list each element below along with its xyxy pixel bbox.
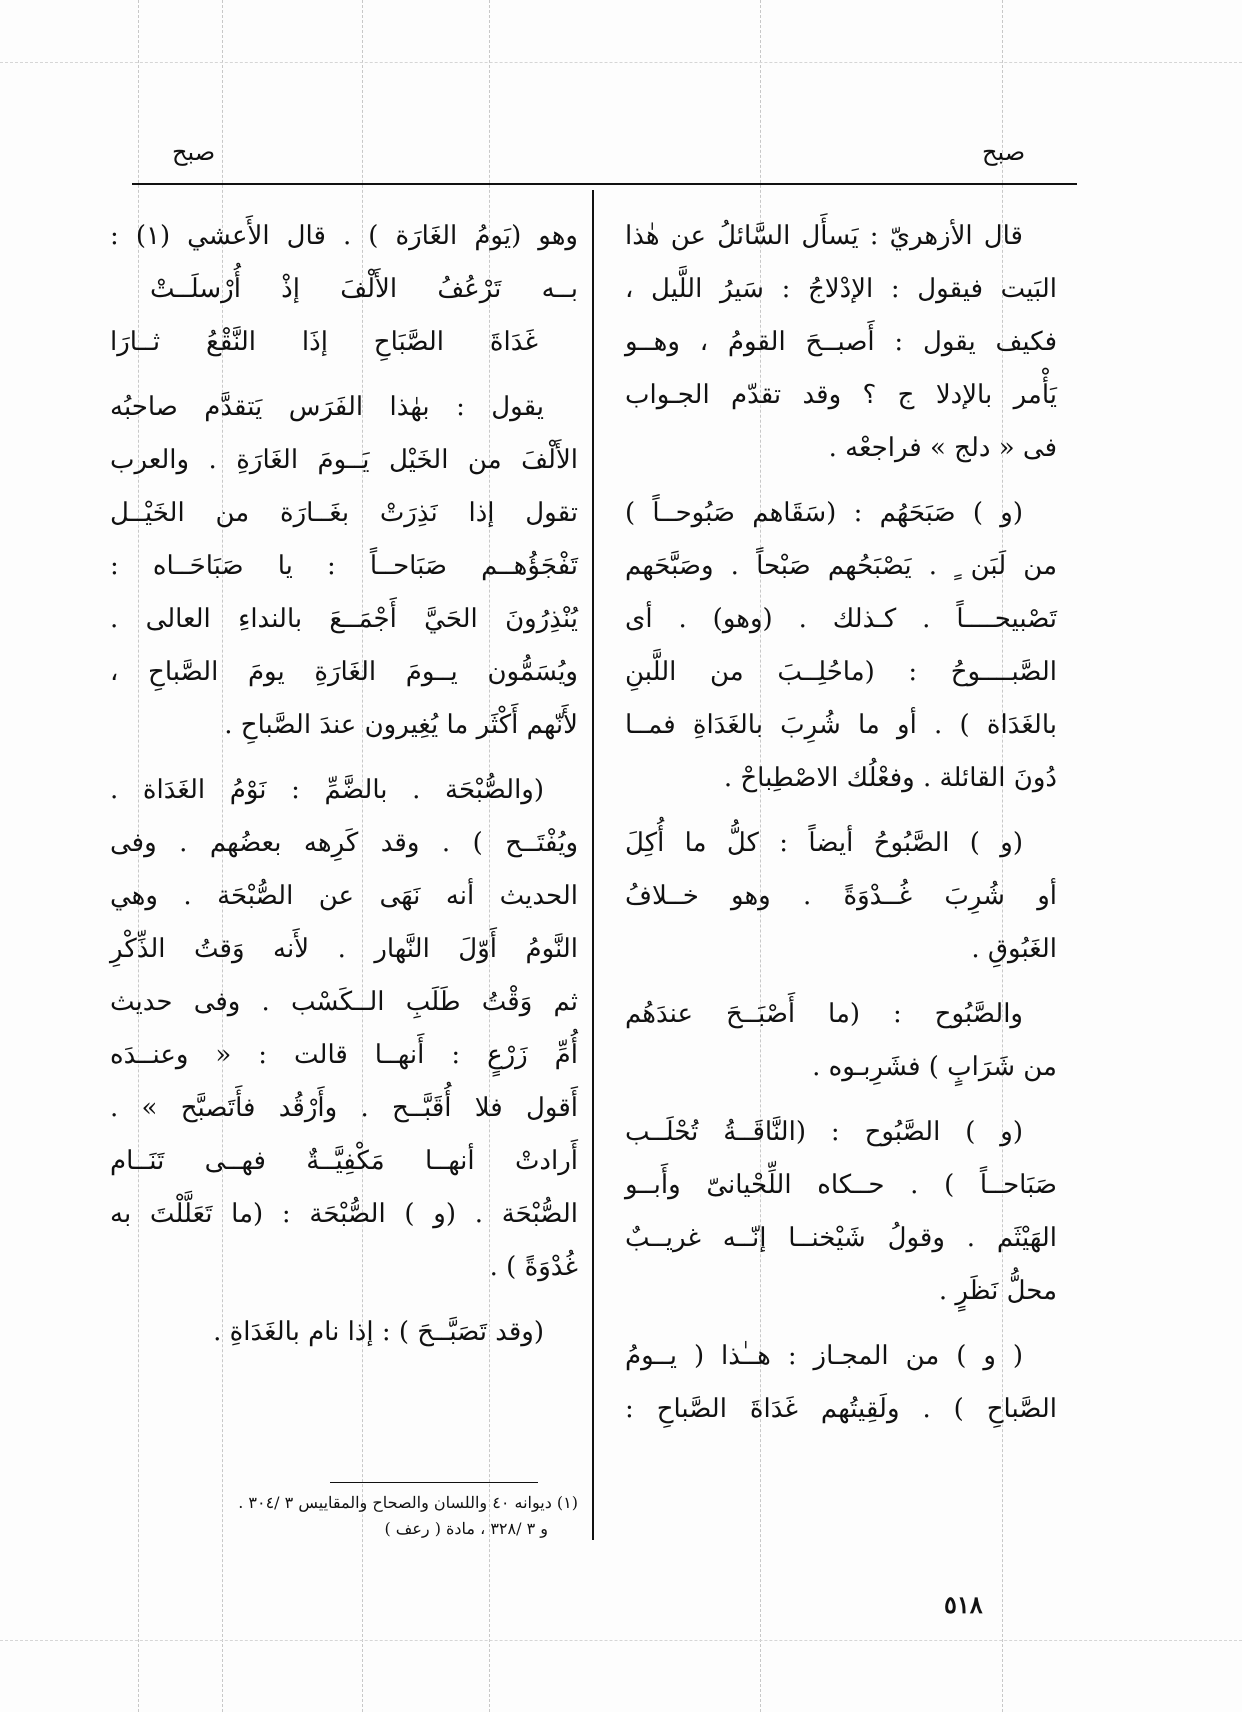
text-line: صَبَاحــاً ) . حــكاه اللِّحْيانىّ وأَبــو (625, 1170, 1057, 1200)
right-column (625, 210, 1057, 1448)
text-line: تقول إذا نَذِرَتْ بغَــارَة من الخَيْــل (110, 498, 578, 528)
text-line: ( و ) من المجـاز : هــٰذا ( يــومُ (625, 1341, 1023, 1371)
text-line: ويُفْتَــح ) . وقد كَرِهه بعضُهم . وفى (110, 828, 578, 858)
text-line: (و ) الصَّبُوح : (النَّاقَــةُ تُحْلَــب (625, 1117, 1023, 1147)
paragraph (625, 1106, 1057, 1318)
footnote-line: و ٣ /٣٢٨ ، مادة ( رعف ) (384, 1519, 548, 1538)
text-line: فكيف يقول : أَصبــحَ القومُ ، وهــو (625, 327, 1057, 357)
poem-hemistich: بــه تَرْعُفُ الأَلْفَ إذْ أُرْسلَــتْ (150, 274, 578, 304)
text-line: أَرادتْ أنهــا مَكْفِيَّــةٌ فهــى تَنَــام (110, 1146, 578, 1176)
text-line: بالغَدَاة ) . أو ما شُرِبَ بالغَدَاةِ فمــا (625, 710, 1057, 740)
paragraph (110, 210, 578, 263)
paragraph (625, 817, 1057, 976)
text-line: (و ) الصَّبُوحُ أيضاً : كلُّ ما أُكِلَ (625, 828, 1023, 858)
text-line: الصُّبْحَة . (و ) الصُّبْحَة : (ما تَعَلَّلْتَ به (110, 1199, 578, 1229)
text-line: الصَّباحِ ) . ولَقِيتُهم غَدَاةَ الصَّباحِ : (625, 1394, 1057, 1424)
text-line: والصَّبُوح : (ما أَصْبَــحَ عندَهُم (625, 999, 1023, 1029)
scan-guide-line (0, 1640, 1242, 1641)
paragraph (625, 210, 1057, 475)
paragraph (625, 487, 1057, 805)
text-line: الصَّبــــوحُ : (ماحُلِــبَ من اللَّبنِ (625, 657, 1057, 687)
paragraph (625, 1330, 1057, 1436)
text-line: من لَبَن ٍ . يَصْبَحُهم صَبْحاً . وصَبَّحَهم (625, 551, 1058, 581)
text-line: الغَبُوقِ . (971, 934, 1057, 964)
text-line: ويُسَمُّون يــومَ الغَارَةِ يومَ الصَّباحِ ، (110, 657, 578, 687)
header-rule (132, 183, 1077, 185)
text-line: أُمِّ زَرْعٍ : أَنهــا قالت : « وعنــدَه (110, 1040, 578, 1070)
running-header-right: صبح (982, 138, 1026, 166)
text-line: الحديث أنه نَهَى عن الصُّبْحَة . وهي (110, 881, 578, 911)
footnote-rule (330, 1482, 538, 1483)
text-line: من شَرَابٍ ) فشَرِبـوه . (812, 1052, 1057, 1082)
text-line: يُنْذِرُونَ الحَيَّ أَجْمَــعَ بالنداءِ العالى . (110, 604, 578, 634)
text-line: النَّومُ أَوّلَ النَّهار . لأَنه وَقتُ الذِّكْرِ (110, 934, 578, 964)
text-line: محلُّ نَظَرٍ . (938, 1276, 1057, 1306)
footnote (110, 1490, 578, 1542)
text-line: يَأْمر بالإدلا ج ؟ وقد تقدّم الجـواب (625, 380, 1057, 410)
running-header-left: صبح (172, 138, 216, 166)
poem-hemistich: غَدَاةَ الصَّبَاحِ إذَا النَّقْعُ ثــارَا (110, 327, 538, 357)
text-line: الهَيْثَم . وقولُ شَيْخنــا إنّــه غريــبٌ (625, 1223, 1057, 1253)
text-line: الأَلْفَ من الخَيْل يَــومَ الغَارَةِ . والعرب (110, 445, 578, 475)
column-divider (592, 190, 594, 1540)
text-line: ثم وَقْتُ طَلَبِ الــكَسْب . وفى حديث (110, 987, 578, 1017)
footnote-line: (١) ديوانه ٤٠ واللسان والصحاح والمقاييس ٣ /٣٠٤ . (238, 1493, 578, 1512)
text-line: (وقد تَصَبَّــحَ ) : إذا نام بالغَدَاةِ . (213, 1317, 544, 1347)
text-line: وهو (يَومُ الغَارَة ) . قال الأَعشي (١) : (110, 221, 578, 251)
text-line: (والصُّبْحَة . بالضَّمِّ : نَوْمُ الغَدَاة . (110, 775, 544, 805)
text-line: دُونَ القائلة . وفعْلُك الاصْطِباحْ . (723, 763, 1057, 793)
text-line: فى « دلج » فراجعْه . (828, 433, 1057, 463)
left-column (110, 210, 578, 1371)
text-line: تَصْبيحــــاً . كـذلك . (وهو) . أى (625, 604, 1057, 634)
page-number: ٥١٨ (944, 1590, 983, 1619)
paragraph (110, 1306, 578, 1359)
text-line: أَقول فلا أُقَبَّــح . وأَرْقُد فأَتَصبَّح » . (110, 1093, 578, 1123)
text-line: البَيت فيقول : الإدْلاجُ : سَيرُ اللَّيل ، (625, 274, 1057, 304)
paragraph (110, 381, 578, 752)
text-line: غُدْوَةً ) . (489, 1252, 578, 1282)
paragraph (625, 988, 1057, 1094)
text-line: أو شُرِبَ غُــدْوَةً . وهو خــلافُ (625, 881, 1057, 911)
text-line: تَفْجَؤُهــم صَبَاحــاً : يا صَبَاحَــاه : (110, 551, 578, 581)
text-line: قال الأزهريّ : يَسأَل السَّائلُ عن هٰذا (625, 221, 1023, 251)
paragraph (110, 764, 578, 1294)
scan-guide-line (0, 62, 1242, 63)
text-line: لأَنّهم أَكْثَر ما يُغِيرون عندَ الصَّباحِ . (224, 710, 578, 740)
poem-verse (110, 263, 578, 369)
text-line: (و ) صَبَحَهُم : (سَقَاهم صَبُوحــاً ) (625, 498, 1023, 528)
text-line: يقول : بهٰذا الفَرَس يَتقدَّم صاحبُه (110, 392, 544, 422)
